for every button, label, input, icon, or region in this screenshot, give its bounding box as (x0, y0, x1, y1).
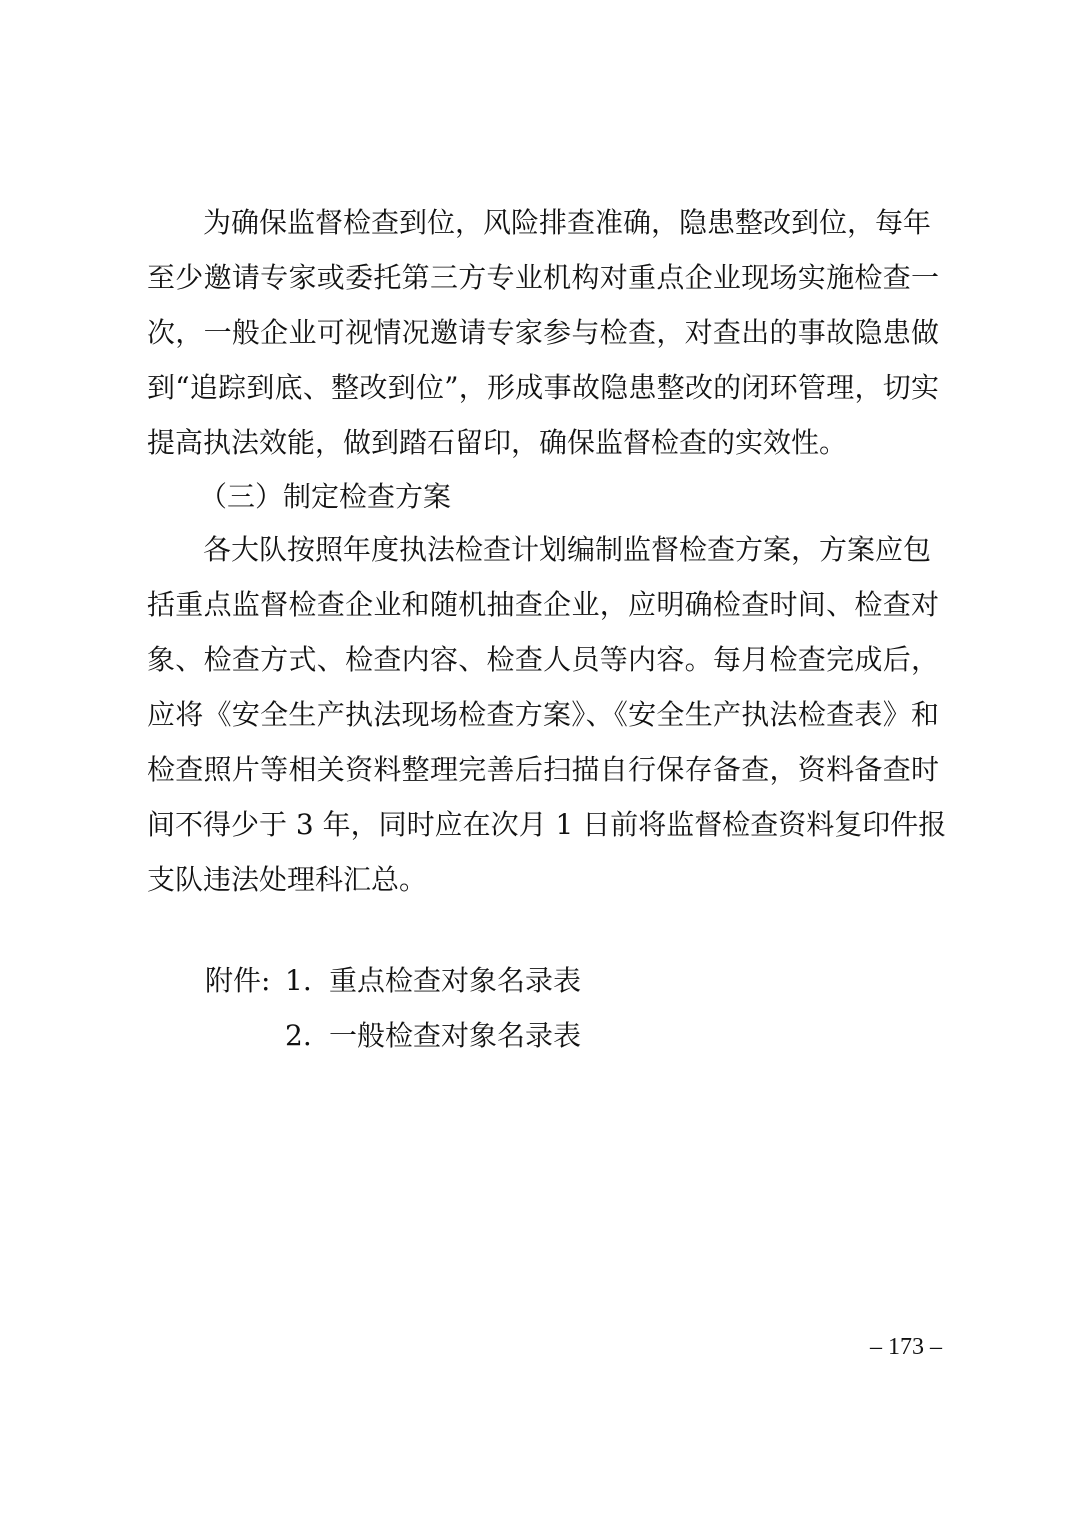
paragraph-line: 提高执法效能，做到踏石留印，确保监督检查的实效性。 (147, 426, 848, 459)
attachment-number: 1. (285, 964, 312, 997)
attachment-title: 重点检查对象名录表 (329, 964, 582, 997)
paragraph-line: 应将《安全生产执法现场检查方案》、《安全生产执法检查表》和 (147, 698, 939, 731)
paragraph-line: 间不得少于 3 年，同时应在次月 1 日前将监督检查资料复印件报 (147, 808, 947, 841)
paragraph-line: 象、检查方式、检查内容、检查人员等内容。每月检查完成后， (147, 643, 939, 676)
paragraph-line: 到“追踪到底、整改到位”，形成事故隐患整改的闭环管理，切实 (147, 371, 939, 404)
page-number: – 173 – (870, 1334, 942, 1360)
paragraph-line: 支队违法处理科汇总。 (147, 863, 428, 896)
attachment-title: 一般检查对象名录表 (329, 1019, 582, 1052)
paragraph-line: 为确保监督检查到位，风险排查准确，隐患整改到位，每年 (203, 206, 932, 239)
paragraph-line: 各大队按照年度执法检查计划编制监督检查方案，方案应包 (203, 533, 932, 566)
attachment-item (285, 1018, 581, 1054)
attachment-number: 2. (285, 1019, 312, 1052)
section-heading: （三）制定检查方案 (199, 480, 452, 513)
attachment-item (285, 963, 581, 999)
paragraph-line: 至少邀请专家或委托第三方专业机构对重点企业现场实施检查一 (147, 261, 939, 294)
paragraph-line: 检查照片等相关资料整理完善后扫描自行保存备查，资料备查时 (147, 753, 939, 786)
paragraph-line: 括重点监督检查企业和随机抽查企业，应明确检查时间、检查对 (147, 588, 939, 621)
paragraph-line: 次，一般企业可视情况邀请专家参与检查，对查出的事故隐患做 (147, 316, 939, 349)
attachments-label: 附件: (205, 964, 271, 997)
